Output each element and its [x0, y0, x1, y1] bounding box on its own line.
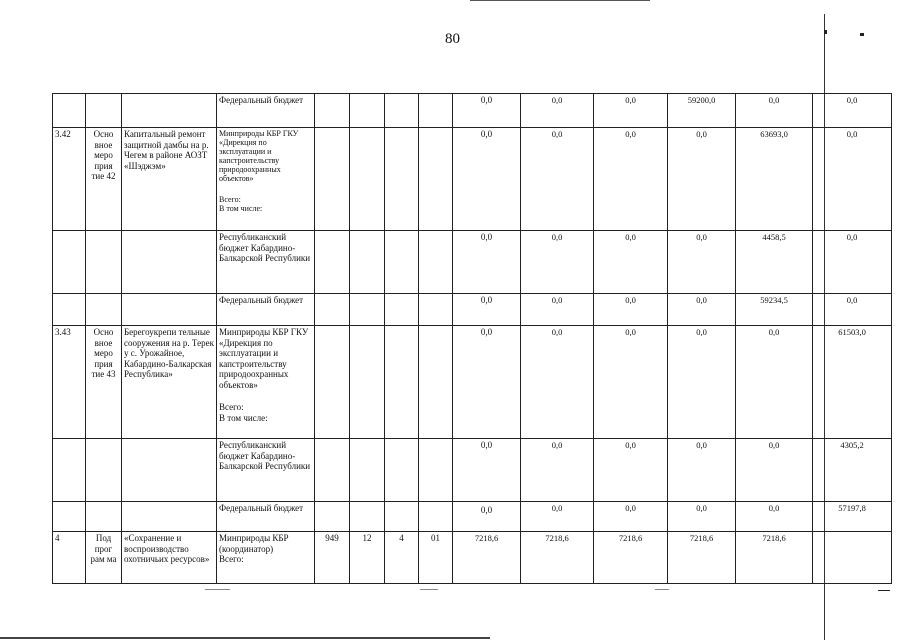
code-cell: [385, 326, 419, 439]
value-cell: 0,0: [521, 94, 594, 128]
row-name: [122, 94, 217, 128]
row-type: [86, 502, 122, 532]
row-name: Капитальный ремонт защитной дамбы на р. Чегем в районе АОЗТ «Шэджэм»: [122, 128, 217, 231]
value-cell: 0,0: [668, 128, 736, 231]
executor-including: В том числе:: [219, 412, 268, 423]
value-cell: [813, 532, 892, 584]
value-cell: 0,0: [594, 128, 668, 231]
row-executor: Республиканский бюджет Кабардино-Балкарской Республики: [217, 231, 315, 294]
row-name: [122, 231, 217, 294]
value-cell: 0,0: [813, 231, 892, 294]
value-cell: 0,0: [453, 231, 521, 294]
code-cell: [315, 128, 350, 231]
code-cell: [315, 439, 350, 502]
table-row: [53, 128, 892, 231]
page-number: 80: [445, 31, 460, 47]
row-number: [53, 294, 86, 326]
scan-bottom-edge: [0, 637, 490, 639]
scan-speck: [655, 589, 669, 590]
row-number: [53, 502, 86, 532]
value-cell: 0,0: [813, 94, 892, 128]
code-cell: [315, 231, 350, 294]
value-cell: 0,0: [521, 128, 594, 231]
value-cell: 0,0: [521, 231, 594, 294]
table-row: [53, 502, 892, 532]
executor-total: Всего:: [219, 554, 244, 564]
code-cell: [350, 502, 385, 532]
row-name: «Сохранение и воспроизводство охотничьих ресурсов»: [122, 532, 217, 584]
value-cell: 4305,2: [813, 439, 892, 502]
budget-table: [52, 93, 892, 584]
value-cell: 0,0: [521, 439, 594, 502]
scan-speck: [420, 589, 438, 590]
table-row: [53, 94, 892, 128]
code-cell: [419, 439, 453, 502]
value-cell: 63693,0: [736, 128, 813, 231]
code-cell: [315, 94, 350, 128]
row-number: [53, 439, 86, 502]
value-cell: 0,0: [668, 439, 736, 502]
row-name: [122, 294, 217, 326]
value-cell: 0,0: [736, 326, 813, 439]
code-cell: [385, 294, 419, 326]
row-name: [122, 439, 217, 502]
code-cell: 4: [385, 532, 419, 584]
value-cell: 0,0: [813, 294, 892, 326]
table-row: [53, 294, 892, 326]
spacer: [219, 183, 312, 195]
value-cell: 61503,0: [813, 326, 892, 439]
code-cell: [350, 94, 385, 128]
code-cell: [385, 231, 419, 294]
code-cell: [419, 326, 453, 439]
value-cell: 0,0: [594, 294, 668, 326]
executor-text: Минприроды КБР (координатор): [219, 533, 289, 554]
row-number: [53, 231, 86, 294]
value-cell: 0,0: [453, 439, 521, 502]
code-cell: [419, 231, 453, 294]
value-cell: 7218,6: [668, 532, 736, 584]
value-cell: 59200,0: [668, 94, 736, 128]
code-cell: [419, 294, 453, 326]
value-cell: 0,0: [594, 502, 668, 532]
value-cell: 0,0: [668, 502, 736, 532]
value-cell: 7218,6: [736, 532, 813, 584]
value-cell: 0,0: [668, 326, 736, 439]
row-name: [122, 502, 217, 532]
code-cell: [350, 326, 385, 439]
value-cell: 57197,8: [813, 502, 892, 532]
row-name: Берегоукрепи тельные сооружения на р. Терек у с. Урожайное, Кабардино-Балкарская Республика»: [122, 326, 217, 439]
row-type: [86, 231, 122, 294]
value-cell: 0,0: [594, 326, 668, 439]
code-cell: [315, 502, 350, 532]
code-cell: 01: [419, 532, 453, 584]
code-cell: [385, 439, 419, 502]
table-row: [53, 532, 892, 584]
code-cell: [350, 439, 385, 502]
value-cell: 0,0: [453, 502, 521, 532]
scan-speck: [860, 33, 864, 36]
executor-text: Минприроды КБР ГКУ «Дирекция по эксплуатации и капстроительству природоохранных объектов»: [219, 327, 309, 390]
row-executor: Федеральный бюджет: [217, 294, 315, 326]
code-cell: [419, 502, 453, 532]
row-executor: [217, 532, 315, 584]
table-row: [53, 439, 892, 502]
scan-speck: [878, 590, 890, 591]
value-cell: 0,0: [594, 94, 668, 128]
value-cell: 0,0: [521, 294, 594, 326]
row-number: 4: [53, 532, 86, 584]
value-cell: 4458,5: [736, 231, 813, 294]
code-cell: 12: [350, 532, 385, 584]
table-row: [53, 231, 892, 294]
value-cell: 0,0: [453, 294, 521, 326]
table-row: [53, 326, 892, 439]
value-cell: 0,0: [521, 326, 594, 439]
row-executor: Республиканский бюджет Кабардино-Балкарской Республики: [217, 439, 315, 502]
code-cell: [385, 502, 419, 532]
code-cell: [419, 128, 453, 231]
row-executor: [217, 128, 315, 231]
executor-total: Всего:: [219, 402, 244, 412]
executor-total: Всего:: [219, 195, 241, 204]
scan-rule-top: [470, 0, 650, 1]
scan-speck: [205, 589, 230, 590]
row-number: 3.42: [53, 128, 86, 231]
value-cell: 0,0: [736, 94, 813, 128]
code-cell: [385, 94, 419, 128]
row-type: [86, 439, 122, 502]
value-cell: 7218,6: [594, 532, 668, 584]
executor-including: В том числе:: [219, 204, 263, 213]
row-executor: Федеральный бюджет: [217, 502, 315, 532]
row-type: Осно вное меро прия тие 43: [86, 326, 122, 439]
value-cell: 0,0: [736, 439, 813, 502]
value-cell: 0,0: [594, 231, 668, 294]
row-executor: [217, 326, 315, 439]
value-cell: 0,0: [668, 294, 736, 326]
row-number: 3.43: [53, 326, 86, 439]
code-cell: [350, 231, 385, 294]
value-cell: 0,0: [813, 128, 892, 231]
code-cell: [315, 294, 350, 326]
value-cell: 0,0: [594, 439, 668, 502]
row-type: [86, 294, 122, 326]
executor-text: Минприроды КБР ГКУ «Дирекция по эксплуатации и капстроительству природоохранных объектов»: [219, 129, 299, 183]
code-cell: [350, 294, 385, 326]
code-cell: [350, 128, 385, 231]
value-cell: 0,0: [453, 94, 521, 128]
row-type: [86, 94, 122, 128]
code-cell: [419, 94, 453, 128]
value-cell: 7218,6: [521, 532, 594, 584]
code-cell: [385, 128, 419, 231]
spacer: [219, 390, 312, 402]
code-cell: [315, 326, 350, 439]
value-cell: 7218,6: [453, 532, 521, 584]
value-cell: 59234,5: [736, 294, 813, 326]
row-type: Осно вное меро прия тие 42: [86, 128, 122, 231]
scan-speck: [824, 30, 827, 34]
code-cell: 949: [315, 532, 350, 584]
value-cell: 0,0: [736, 502, 813, 532]
value-cell: 0,0: [668, 231, 736, 294]
value-cell: 0,0: [453, 326, 521, 439]
value-cell: 0,0: [521, 502, 594, 532]
row-executor: Федеральный бюджет: [217, 94, 315, 128]
value-cell: 0,0: [453, 128, 521, 231]
row-number: [53, 94, 86, 128]
row-type: Под прог рам ма: [86, 532, 122, 584]
